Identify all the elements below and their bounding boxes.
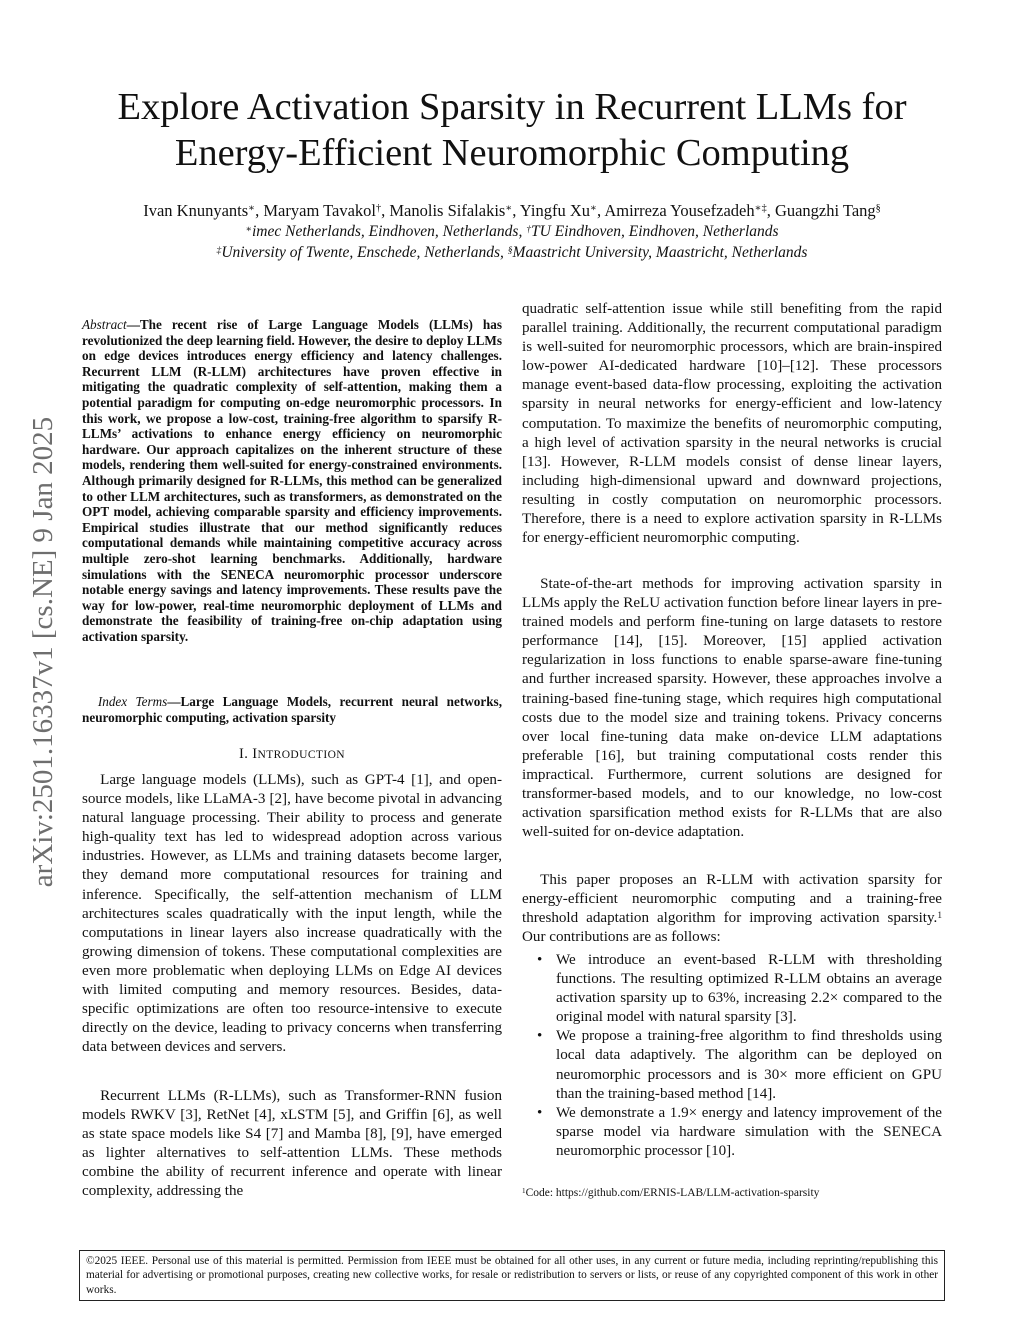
list-item: • We demonstrate a 1.9× energy and latency improvement of the sparse model via hardware simulation with the SENECA neuromorphic processor [10].	[556, 1104, 942, 1161]
author-list: Ivan Knunyants∗, Maryam Tavakol†, Manolis Sifalakis∗, Yingfu Xu∗, Amirreza Yousefzadeh∗‡, Guangzhi Tang§	[143, 201, 881, 220]
paper-title	[40, 84, 984, 176]
paragraph: State-of-the-art methods for improving activation sparsity in LLMs apply the ReLU activation function before linear layers in pre-trained models and perform fine-tuning on large datasets to restore performance [14], [15]. Moreover, [15] applied activation regularization in loss functions to enable sparse-aware fine-tuning and further increased sparsity. However, these approaches involve a training-based fine-tuning stage, which requires high computational costs due to the model size and training tokens. Privacy concerns over local fine-tuning data make on-device LLM adaptations preferable [16], but training computational costs render this impractical. Furthermore, current solutions are designed for transformer-based models, and to our knowledge, no low-cost activation sparsification method exists for R-LLMs that are also well-suited for on-device adaptation.	[522, 576, 942, 841]
affiliation-tue: TU Eindhoven, Eindhoven, Netherlands	[531, 223, 779, 240]
section-initial: I	[252, 746, 258, 762]
paragraph-text: This paper proposes an R-LLM with activation sparsity for energy-efficient neuromorphic computing and a training-free threshold adaptation algorithm for improving activation sparsity.	[522, 872, 942, 927]
abstract	[82, 317, 502, 644]
affiliation-imec: imec Netherlands, Eindhoven, Netherlands,	[251, 223, 523, 240]
affil-mark: ‡	[216, 244, 222, 256]
footnote-text: Code: https://github.com/ERNIS-LAB/LLM-activation-sparsity	[525, 1187, 820, 1199]
section-heading-introduction	[82, 746, 502, 763]
affiliation-line-2	[40, 243, 984, 263]
footnote	[522, 1186, 942, 1201]
copyright-notice: ©2025 IEEE. Personal use of this material is permitted. Permission from IEEE must be obtained for all other uses, in any current or future media, including reprinting/republishing this material for advertising or promotional purposes, creating new collective works, for resale or redistribution to servers or lists, or reuse of any copyrighted component of this work in other works.	[79, 1250, 945, 1301]
author-mark: ∗	[248, 203, 256, 215]
paragraph	[522, 871, 942, 947]
section-rest: NTRODUCTION	[257, 749, 345, 761]
affiliation-line-1	[40, 222, 984, 242]
section-numeral: I.	[239, 746, 253, 762]
author: Yingfu Xu	[519, 201, 591, 220]
affil-mark: ∗	[245, 223, 252, 235]
author-mark: ∗‡	[754, 203, 767, 215]
paragraph: Large language models (LLMs), such as GPT-4 [1], and open-source models, like LLaMA-3 [2], have become pivotal in advancing natural language processing. Their ability to process and generate high-quality text has led to widespread adoption across various industries. However, as LLMs and training datasets become larger, they demand more computational resources for training and inference. Specifically, the self-attention mechanism of LLM architectures scales quadratically with the input length, while the computations in linear layers also increase quadratically with the growing dimension of tokens. These computational complexities are even more problematic when deploying LLMs on Edge AI devices with limited computing and memory resources. Besides, data-specific optimizations are often too resource-intensive to execute directly on the device, leading to privacy concerns when transferring data between devices and servers.	[82, 772, 502, 1056]
index-terms	[82, 694, 502, 725]
title-line-2: Energy-Efficient Neuromorphic Computing	[174, 132, 850, 174]
author-mark: †	[376, 203, 382, 215]
list-item: • We propose a training-free algorithm to find thresholds using local data adaptively. The algorithm can be deployed on neuromorphic processors and is 30× more efficient on GPU than the training-based method [14].	[556, 1027, 942, 1103]
footnote-mark: 1	[522, 1186, 526, 1195]
affil-mark: §	[507, 244, 513, 256]
author: Manolis Sifalakis	[389, 201, 506, 220]
index-terms-text: —Large Language Models, recurrent neural networks, neuromorphic computing, activation sparsity	[82, 694, 502, 725]
author: Maryam Tavakol	[263, 201, 377, 220]
contribution-list	[522, 951, 942, 1161]
affiliation-twente: University of Twente, Enschede, Netherlands,	[221, 244, 504, 261]
paragraph: Recurrent LLMs (R-LLMs), such as Transformer-RNN fusion models RWKV [3], RetNet [4], xLSTM [5], and Griffin [6], as well as state space models like S4 [7] and Mamba [8], [9], have emerged as lighter alternatives to self-attention LLMs. These methods combine the ability of recurrent inference and operate with linear complexity, addressing the	[82, 1088, 502, 1200]
title-line-1: Explore Activation Sparsity in Recurrent LLMs for	[117, 86, 907, 128]
affil-mark: †	[526, 223, 531, 235]
index-terms-label: Index Terms	[97, 694, 168, 709]
paragraph-tail: Our contributions are as follows:	[522, 929, 721, 946]
author: Guangzhi Tang	[774, 201, 876, 220]
author-mark: §	[875, 203, 881, 215]
list-item: • We introduce an event-based R-LLM with thresholding functions. The resulting optimized R-LLM obtains an average activation sparsity up to 63%, increasing 2.2× compared to the original model with natural sparsity [3].	[556, 951, 942, 1027]
author-mark: ∗	[505, 203, 513, 215]
author: Amirreza Yousefzadeh	[604, 201, 755, 220]
footnote-ref: 1	[937, 910, 942, 921]
arxiv-stamp: arXiv:2501.16337v1 [cs.NE] 9 Jan 2025	[27, 416, 59, 888]
abstract-label: Abstract	[82, 317, 127, 332]
abstract-text: —The recent rise of Large Language Models (LLMs) has revolutionized the deep learning field. However, the desire to deploy LLMs on edge devices introduces energy efficiency and latency challenges. Recurrent LLM (R-LLM) architectures have proven effective in mitigating the quadratic complexity of self-attention, making them a potential paradigm for computing on-edge neuromorphic processors. In this work, we propose a low-cost, training-free algorithm to sparsify R-LLMs’ activations to enhance energy efficiency on neuromorphic hardware. Our approach capitalizes on the inherent structure of these models, rendering them well-suited for energy-constrained environments. Although primarily designed for R-LLMs, this method can be generalized to other LLM architectures, such as transformers, as demonstrated on the OPT model, achieving comparable sparsity and efficiency improvements. Empirical studies illustrate that our method significantly reduces computational demands while maintaining competitive accuracy across multiple zero-shot learning benchmarks. Additionally, hardware simulations with the SENECA neuromorphic processor underscore notable energy savings and latency improvements. These results pave the way for low-power, real-time neuromorphic deployment of LLMs and demonstrate the feasibility of training-free on-chip adaptation using activation sparsity.	[82, 317, 502, 644]
paragraph: quadratic self-attention issue while still benefiting from the rapid parallel training. Additionally, the recurrent computational paradigm is well-suited for neuromorphic processors, which are brain-inspired low-power AI-dedicated hardware [10]–[12]. These processors manage event-based data-flow processing, exploiting the activation sparsity in neural networks for energy-efficient and low-latency computation. To maximize the benefits of neuromorphic computing, a high level of activation sparsity in the neural networks is crucial [13]. However, R-LLM models consist of dense linear layers, including high-dimensional upward and downward projections, resulting in costly computation on neuromorphic processors. Therefore, there is a need to explore activation sparsity in R-LLMs for energy-efficient neuromorphic computing.	[522, 301, 942, 547]
author-mark: ∗	[590, 203, 597, 215]
author: Ivan Knunyants	[143, 201, 249, 220]
affiliation-maastricht: Maastricht University, Maastricht, Netherlands	[512, 244, 808, 261]
